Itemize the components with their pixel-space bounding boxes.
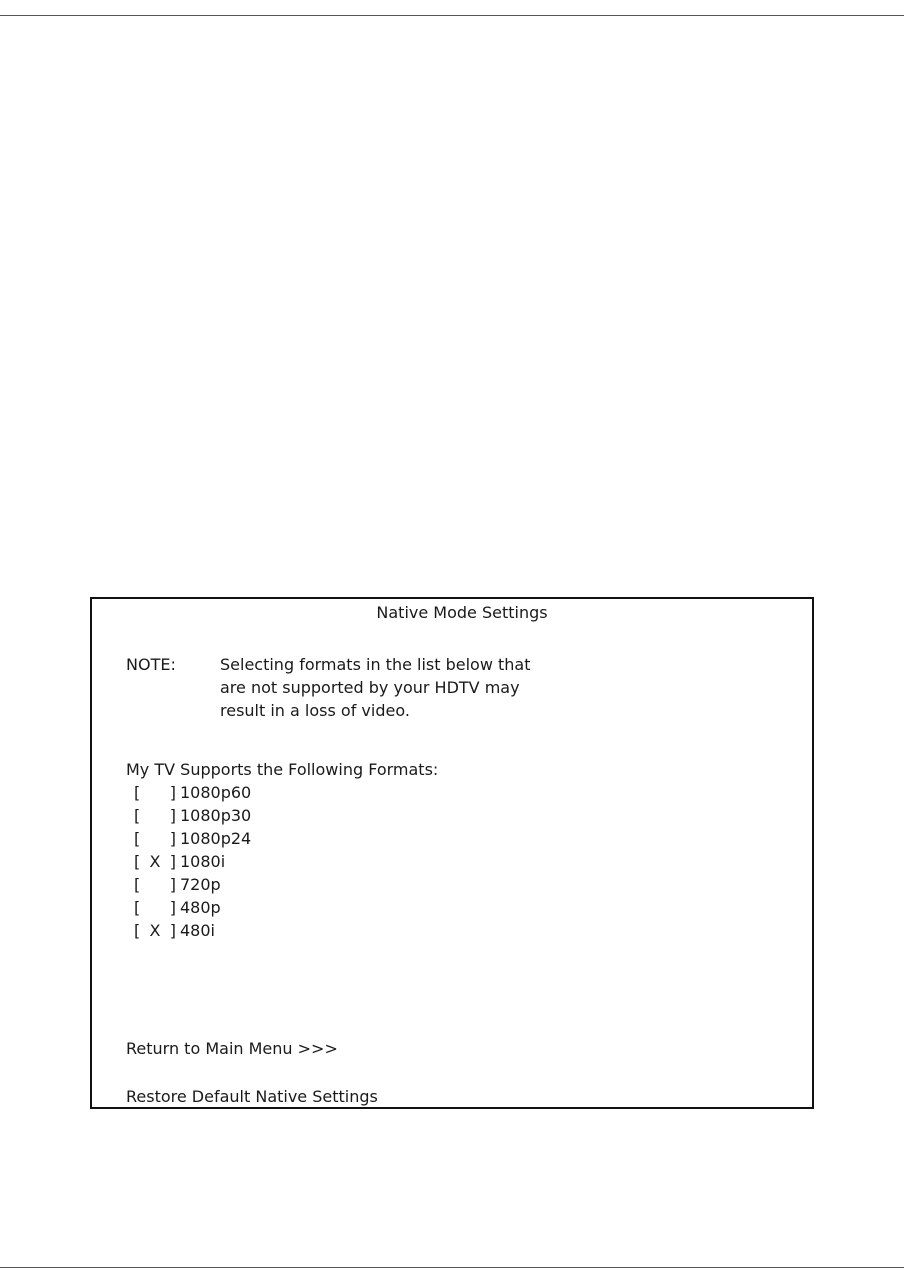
checkbox-open-bracket: [ (134, 783, 141, 802)
format-checkbox[interactable] (134, 896, 176, 919)
note-text (220, 653, 531, 722)
format-checkbox[interactable] (134, 873, 176, 896)
checkbox-close-bracket: ] (169, 852, 176, 871)
format-option-1080p60[interactable] (134, 781, 251, 804)
checkbox-open-bracket: [ (134, 875, 141, 894)
checkbox-open-bracket: [ (134, 829, 141, 848)
page-bottom-rule (0, 1267, 904, 1268)
checkbox-open-bracket: [ (134, 898, 141, 917)
restore-default-settings-link[interactable]: Restore Default Native Settings (126, 1087, 378, 1106)
checkbox-mark: X (149, 852, 161, 871)
note-label: NOTE: (126, 655, 176, 674)
checkbox-close-bracket: ] (169, 783, 176, 802)
format-label: 1080p60 (180, 783, 252, 802)
format-option-1080i[interactable] (134, 850, 251, 873)
note-line: Selecting formats in the list below that (220, 655, 531, 674)
checkbox-close-bracket: ] (169, 921, 176, 940)
format-checkbox[interactable] (134, 781, 176, 804)
note-line: are not supported by your HDTV may (220, 678, 520, 697)
format-checkbox[interactable] (134, 827, 176, 850)
format-option-1080p30[interactable] (134, 804, 251, 827)
checkbox-open-bracket: [ (134, 852, 141, 871)
format-label: 1080p30 (180, 806, 252, 825)
screen-title: Native Mode Settings (376, 603, 548, 622)
format-option-480p[interactable] (134, 896, 251, 919)
native-mode-settings-screen (90, 597, 814, 1109)
format-option-1080p24[interactable] (134, 827, 251, 850)
checkbox-close-bracket: ] (169, 875, 176, 894)
format-option-480i[interactable] (134, 919, 251, 942)
format-checkbox[interactable] (134, 919, 176, 942)
format-list (134, 781, 251, 942)
format-option-720p[interactable] (134, 873, 251, 896)
formats-heading: My TV Supports the Following Formats: (126, 760, 439, 779)
return-to-main-menu-link[interactable]: Return to Main Menu >>> (126, 1039, 338, 1058)
format-label: 1080p24 (180, 829, 252, 848)
page-top-rule (0, 15, 904, 16)
checkbox-close-bracket: ] (169, 829, 176, 848)
checkbox-open-bracket: [ (134, 921, 141, 940)
note-line: result in a loss of video. (220, 701, 410, 720)
format-checkbox[interactable] (134, 804, 176, 827)
checkbox-close-bracket: ] (169, 806, 176, 825)
format-label: 1080i (180, 852, 226, 871)
format-label: 480p (180, 898, 221, 917)
checkbox-mark: X (149, 921, 161, 940)
format-label: 480i (180, 921, 215, 940)
checkbox-open-bracket: [ (134, 806, 141, 825)
format-checkbox[interactable] (134, 850, 176, 873)
checkbox-close-bracket: ] (169, 898, 176, 917)
format-label: 720p (180, 875, 221, 894)
